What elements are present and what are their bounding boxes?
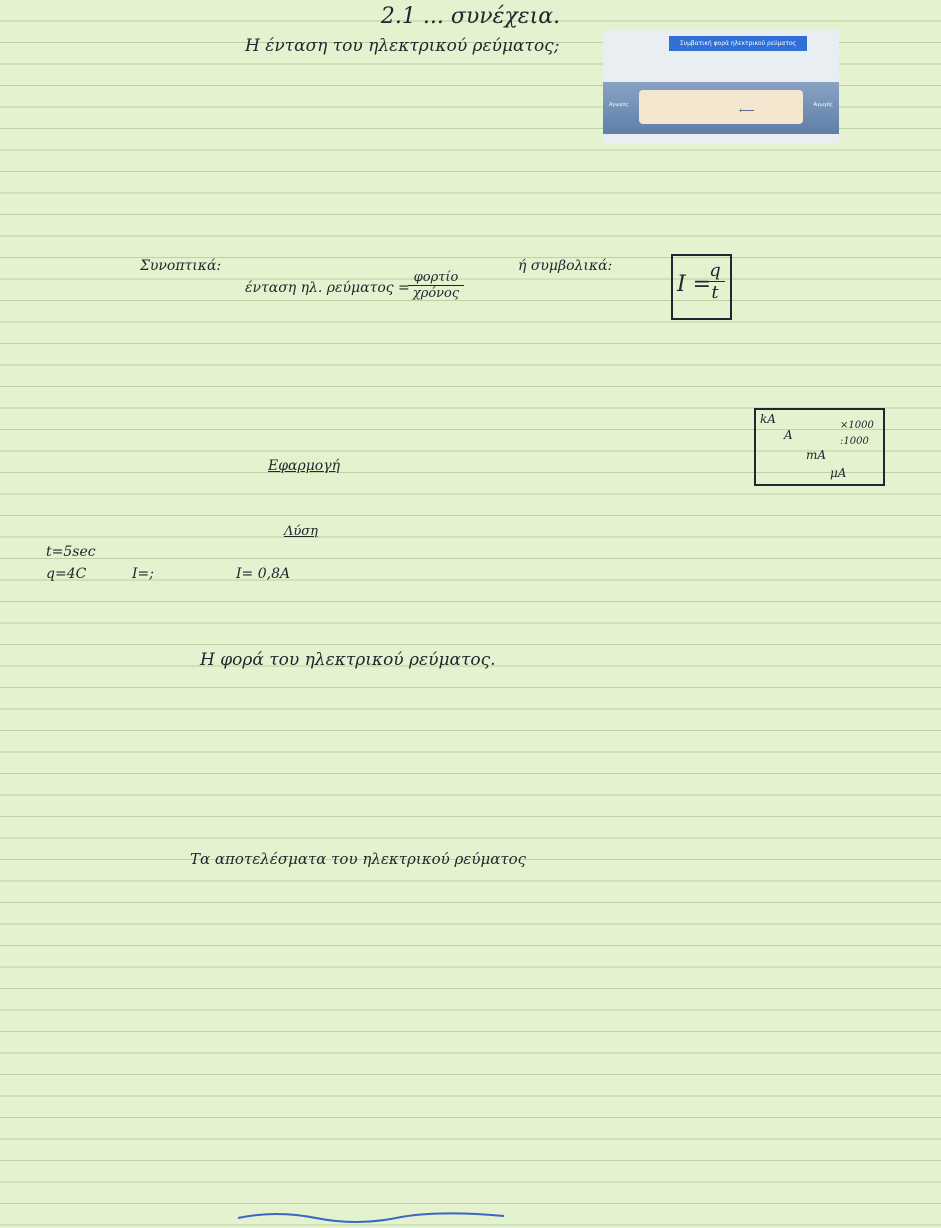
conductor-left-label: Αγωγός [609,102,629,108]
formula-words-fraction [408,270,464,301]
unit-conversion-box [754,408,885,486]
page-title: 2.1 ... συνέχεια. [380,4,561,29]
fraction-denominator: t [705,281,725,303]
formula-box [671,254,732,320]
section1-heading: Η ένταση του ηλεκτρικού ρεύματος; [245,36,560,56]
solution-heading: Λύση [284,524,318,539]
effects-heading: Τα αποτελέσματα του ηλεκτρικού ρεύματος [190,850,527,868]
multiply-label: ×1000 [840,420,874,431]
given-time: t=5sec [46,544,96,560]
conductor-tube [639,90,803,124]
fraction-denominator: χρόνος [408,285,464,301]
current-direction-arrow-icon: ⟵ [739,104,755,117]
unit-microampere: μA [830,466,847,480]
conductor-right-label: Αγωγός [813,102,833,108]
given-charge: q=4C [46,566,87,582]
decorative-squiggle [236,1210,506,1224]
summary-label: Συνοπτικά: [140,258,222,274]
direction-heading: Η φορά του ηλεκτρικού ρεύματος. [200,650,496,670]
figure-caption: Συμβατική φορά ηλεκτρικού ρεύματος [669,36,807,51]
unknown-current: I=; [132,566,154,582]
formula-symbol: I = [677,272,712,297]
application-heading: Εφαρμογή [268,458,340,474]
conductor-wire [603,82,839,134]
unit-ampere: A [784,428,793,442]
solution-result: I= 0,8A [236,566,291,582]
conventional-current-figure [603,30,839,144]
formula-symbol-fraction [705,260,725,303]
divide-label: :1000 [840,436,869,447]
fraction-numerator: q [709,260,721,281]
symbolic-label: ή συμβολικά: [518,258,613,274]
unit-kiloampere: kA [760,412,776,426]
unit-milliampere: mA [806,448,827,462]
formula-in-words: ένταση ηλ. ρεύματος = [245,280,410,296]
fraction-numerator: φορτίο [413,270,459,285]
